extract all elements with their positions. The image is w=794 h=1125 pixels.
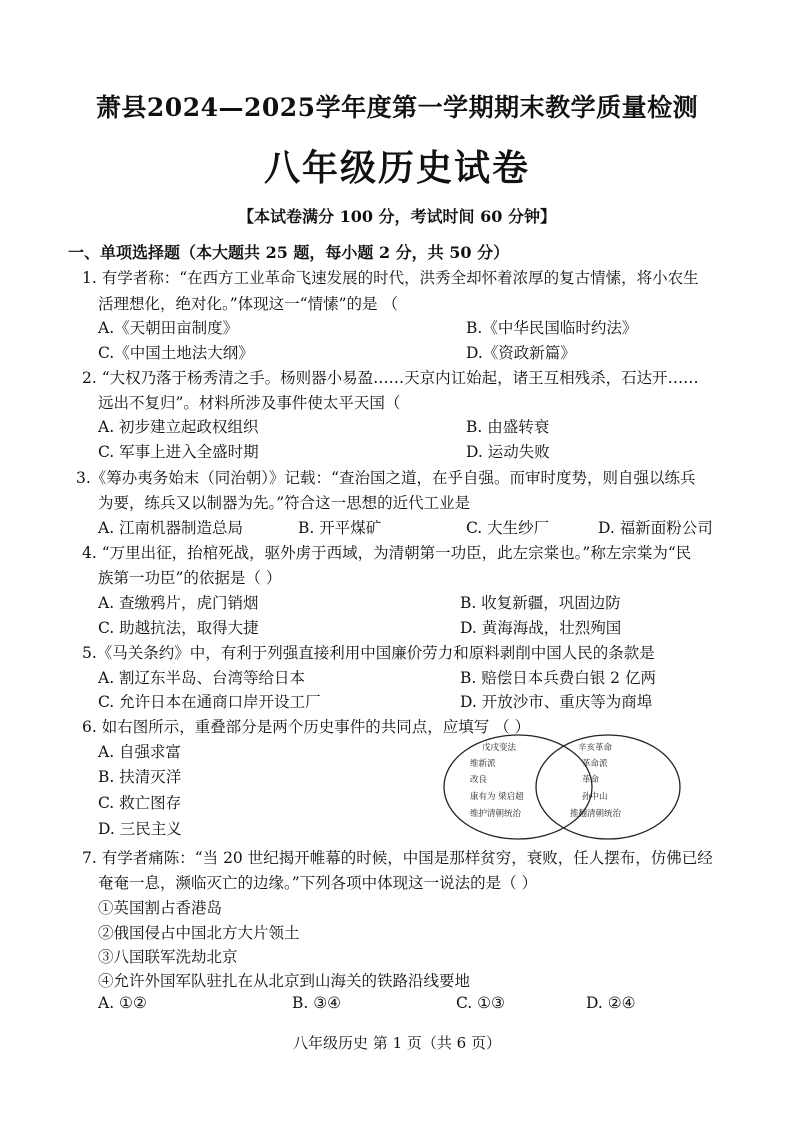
q2-option-c: C. 军事上进入全盛时期 — [98, 443, 259, 461]
q7-item-1: ①英国割占香港岛 — [98, 899, 223, 917]
venn-diagram — [440, 728, 690, 846]
q7-item-4: ④允许外国军队驻扎在从北京到山海关的铁路沿线要地 — [98, 972, 471, 990]
venn-left-label-2: 维新派 — [470, 759, 496, 769]
q5-line-1: 5.《马关条约》中，有利于列强直接利用中国廉价劳力和原料剥削中国人民的条款是 — [82, 644, 655, 662]
q1-line-1: 1. 有学者称：“在西方工业革命飞速发展的时代，洪秀全却怀着浓厚的复古情愫，将小农生 — [82, 269, 699, 287]
venn-right-label-4: 孙中山 — [582, 792, 608, 802]
venn-left-label-3: 改良 — [470, 775, 488, 785]
q1-option-b: B.《中华民国临时约法》 — [466, 319, 638, 337]
q4-option-a: A. 查缴鸦片，虎门销烟 — [98, 594, 259, 612]
venn-right-label-5: 推翻清朝统治 — [570, 809, 622, 819]
q3-option-a: A. 江南机器制造总局 — [98, 519, 244, 537]
venn-left-label-5: 维护清朝统治 — [470, 809, 522, 819]
q1-option-d: D.《资政新篇》 — [466, 344, 576, 362]
venn-left-circle — [444, 735, 592, 839]
q5-option-b: B. 赔偿日本兵费白银 2 亿两 — [460, 669, 656, 687]
venn-right-label-3: 革命 — [582, 775, 600, 785]
q7-line-1: 7. 有学者痛陈：“当 20 世纪揭开帷幕的时候，中国是那样贫穷，衰败，任人摆布，仿佛已经 — [82, 849, 713, 867]
q2-line-2: 远出不复归”。材料所涉及事件使太平天国（ — [98, 394, 401, 412]
q1-line-2: 活理想化，绝对化。”体现这一“情愫”的是 （ — [98, 295, 398, 313]
q4-line-2: 族第一功臣”的依据是（ ） — [98, 569, 282, 587]
q3-line-1: 3.《筹办夷务始末（同治朝）》记载：“查治国之道，在乎自强。而审时度势，则自强以练兵 — [76, 469, 696, 487]
exam-title: 萧县2024—2025学年度第一学期期末教学质量检测 — [95, 93, 699, 122]
exam-subtitle: 八年级历史试卷 — [263, 147, 530, 189]
q7-option-b: B. ③④ — [292, 994, 342, 1012]
q4-line-1: 4. “万里出征，抬棺死战，驱外虏于西域，为清朝第一功臣，此左宗棠也。”称左宗棠为“民 — [82, 544, 692, 562]
q5-option-a: A. 割辽东半岛、台湾等给日本 — [98, 669, 306, 687]
q6-option-d: D. 三民主义 — [98, 820, 182, 838]
exam-note: 【本试卷满分 100 分，考试时间 60 分钟】 — [238, 207, 556, 226]
q7-option-a: A. ①② — [98, 994, 147, 1012]
q7-item-2: ②俄国侵占中国北方大片领土 — [98, 924, 300, 942]
q3-option-c: C. 大生纱厂 — [466, 519, 550, 537]
page-footer: 八年级历史 第 1 页（共 6 页） — [293, 1034, 501, 1052]
venn-left-label-4: 康有为 梁启超 — [470, 792, 524, 802]
q1-option-a: A.《天朝田亩制度》 — [98, 319, 239, 337]
q4-option-d: D. 黄海海战，壮烈殉国 — [460, 619, 622, 637]
venn-right-label-1: 辛亥革命 — [578, 743, 613, 753]
q6-option-c: C. 救亡图存 — [98, 794, 182, 812]
q4-option-c: C. 助越抗法，取得大捷 — [98, 619, 259, 637]
venn-right-label-2: 革命派 — [582, 759, 608, 769]
q6-option-a: A. 自强求富 — [98, 743, 182, 761]
q1-option-c: C.《中国土地法大纲》 — [98, 344, 254, 362]
q7-option-c: C. ①③ — [456, 994, 505, 1012]
q2-option-a: A. 初步建立起政权组织 — [98, 418, 259, 436]
q3-line-2: 为要，练兵又以制器为先。”符合这一思想的近代工业是 — [98, 494, 471, 512]
q5-option-c: C. 允许日本在通商口岸开设工厂 — [98, 693, 321, 711]
q6-line-1: 6. 如右图所示，重叠部分是两个历史事件的共同点，应填写 （ ） — [82, 718, 531, 736]
venn-left-label-1: 戊戌变法 — [482, 743, 517, 753]
q6-option-b: B. 扶清灭洋 — [98, 768, 182, 786]
q2-line-1: 2. “大权乃落于杨秀清之手。杨则器小易盈……天京内讧始起，诸王互相残杀，石达开…… — [82, 369, 699, 387]
q2-option-b: B. 由盛转衰 — [466, 418, 550, 436]
q3-option-d: D. 福新面粉公司 — [598, 519, 713, 537]
q2-option-d: D. 运动失败 — [466, 443, 550, 461]
q7-line-2: 奄奄一息，濒临灭亡的边缘。”下列各项中体现这一说法的是（ ） — [98, 874, 538, 892]
q3-option-b: B. 开平煤矿 — [298, 519, 382, 537]
q7-option-d: D. ②④ — [586, 994, 636, 1012]
q5-option-d: D. 开放沙市、重庆等为商埠 — [460, 693, 653, 711]
section-heading: 一、单项选择题（本大题共 25 题，每小题 2 分，共 50 分） — [68, 243, 510, 262]
q7-item-3: ③八国联军洗劫北京 — [98, 948, 238, 966]
q4-option-b: B. 收复新疆，巩固边防 — [460, 594, 621, 612]
